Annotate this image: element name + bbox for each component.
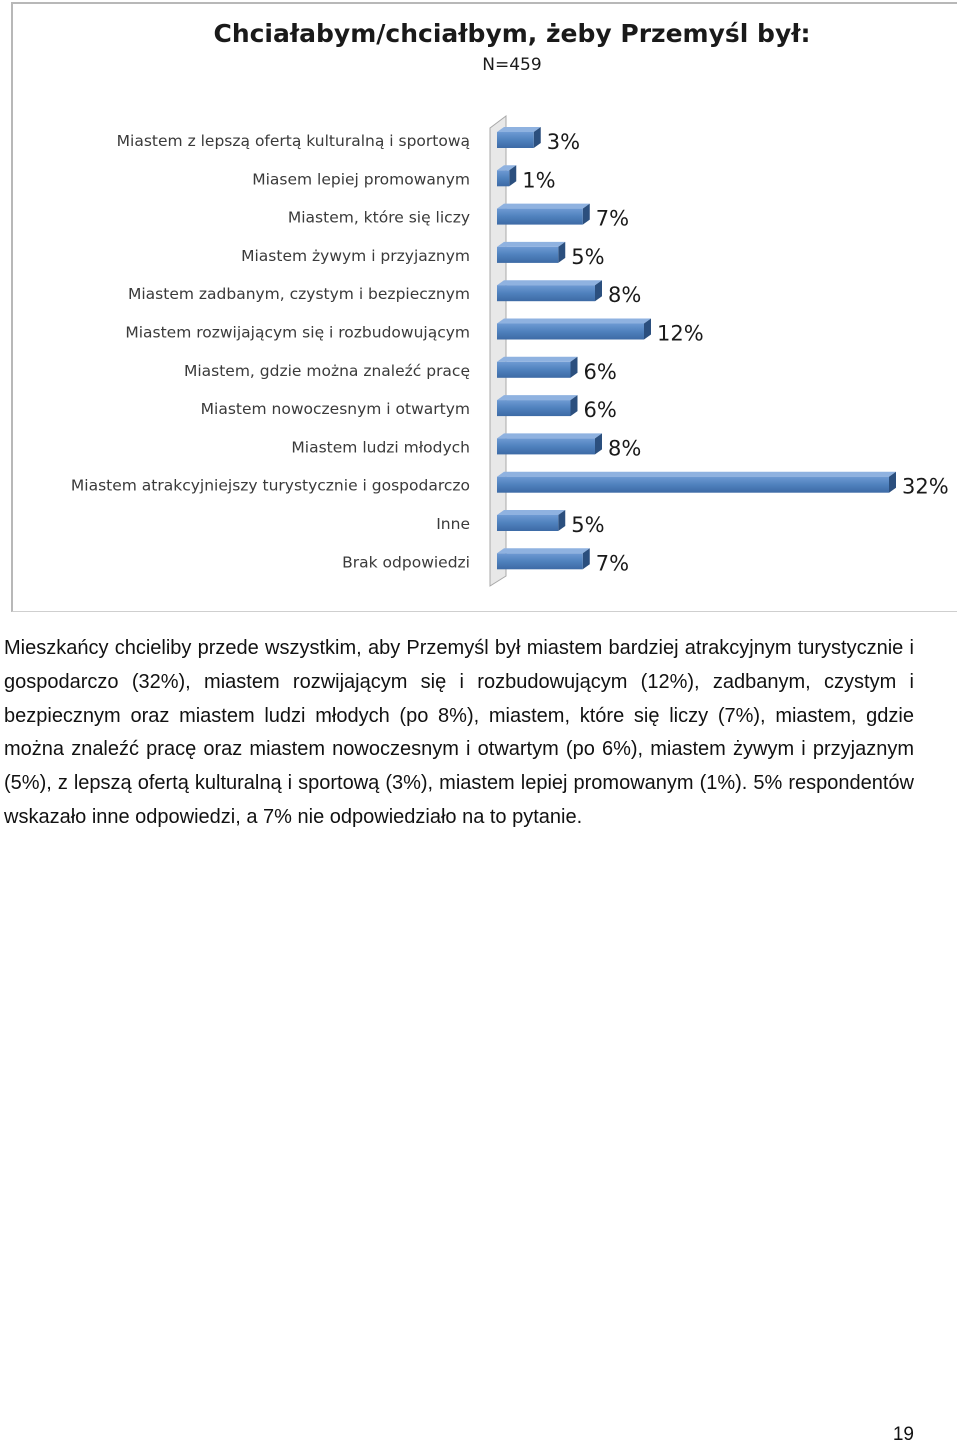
bar bbox=[497, 170, 509, 186]
category-label: Miastem nowoczesnym i otwartym bbox=[200, 400, 470, 419]
category-label: Miastem, które się liczy bbox=[287, 208, 470, 227]
bar-group bbox=[71, 472, 949, 499]
bar-group bbox=[125, 319, 703, 346]
category-label: Miastem z lepszą ofertą kulturalną i sportową bbox=[116, 132, 470, 150]
value-label: 12% bbox=[657, 321, 704, 346]
category-label: Brak odpowiedzi bbox=[342, 553, 470, 572]
bar bbox=[497, 285, 595, 301]
bar bbox=[497, 362, 571, 378]
bar bbox=[497, 553, 583, 569]
bar-top-face bbox=[497, 472, 896, 477]
bar-group bbox=[117, 127, 580, 154]
bar-group bbox=[201, 395, 617, 422]
bar bbox=[497, 477, 889, 493]
value-label: 5% bbox=[571, 513, 605, 537]
value-label: 32% bbox=[902, 474, 949, 499]
bar-top-face bbox=[497, 510, 565, 515]
value-label: 7% bbox=[595, 551, 630, 576]
bar bbox=[497, 438, 595, 454]
value-label: 6% bbox=[583, 359, 617, 384]
bar bbox=[497, 132, 534, 148]
value-label: 3% bbox=[546, 130, 581, 154]
body-paragraph: Mieszkańcy chcieliby przede wszystkim, aby Przemyśl był miastem bardziej atrakcyjnym turystycznie i gospodarczo (32%), miastem rozwijającym się i rozbudowującym (12%), zadbanym, czystym i bezpiecznym oraz miastem ludzi młodych (po 8%), miastem, które się liczy (7%), miastem, gdzie można znaleźć pracę oraz miastem nowoczesnym i otwartym (po 6%), miastem żywym i przyjaznym (5%), z lepszą ofertą kulturalną i sportową (3%), miastem lepiej promowanym (1%). 5% respondentów wskazało inne odpowiedzi, a 7% nie odpowiedziało na to pytanie. bbox=[4, 637, 914, 828]
bar bbox=[497, 209, 583, 225]
value-label: 7% bbox=[595, 206, 630, 231]
bar-top-face bbox=[497, 548, 590, 553]
page-number: 19 bbox=[892, 1424, 914, 1445]
bar-top-face bbox=[497, 242, 565, 247]
bar-top-face bbox=[497, 204, 590, 209]
bar-top-face bbox=[497, 357, 578, 362]
value-label: 8% bbox=[608, 436, 642, 461]
bar-top-face bbox=[497, 433, 602, 438]
category-label: Miastem, gdzie można znaleźć pracę bbox=[183, 361, 470, 380]
bar-top-face bbox=[497, 395, 578, 400]
category-label: Miastem atrakcyjniejszy turystycznie i gospodarczo bbox=[70, 476, 470, 495]
bar-group bbox=[342, 548, 629, 575]
bar-group bbox=[291, 433, 641, 460]
bar bbox=[497, 324, 644, 340]
value-label: 8% bbox=[608, 283, 642, 308]
category-label: Miastem żywym i przyjaznym bbox=[241, 246, 470, 265]
bar-group bbox=[288, 204, 629, 231]
bar bbox=[497, 400, 571, 416]
bar-top-face bbox=[497, 280, 602, 285]
bar-chart bbox=[0, 0, 960, 612]
bar bbox=[497, 247, 558, 263]
category-label: Miastem zadbanym, czystym i bezpiecznym bbox=[127, 285, 470, 304]
bar-group bbox=[436, 510, 604, 537]
value-label: 6% bbox=[583, 398, 617, 423]
chart-subtitle: N=459 bbox=[482, 55, 542, 75]
bar-top-face bbox=[497, 127, 541, 132]
bar bbox=[497, 515, 558, 531]
value-label: 1% bbox=[522, 168, 556, 193]
bar-group bbox=[241, 242, 604, 269]
category-label: Miastem rozwijającym się i rozbudowującym bbox=[125, 323, 470, 342]
bar-group bbox=[184, 357, 617, 384]
bar-top-face bbox=[497, 319, 651, 324]
value-label: 5% bbox=[571, 244, 605, 269]
category-label: Inne bbox=[436, 515, 470, 533]
category-label: Miasem lepiej promowanym bbox=[252, 170, 470, 189]
bar-group bbox=[128, 280, 641, 307]
category-label: Miastem ludzi młodych bbox=[291, 438, 470, 457]
chart-title: Chciałabym/chciałbym, żeby Przemyśl był: bbox=[213, 19, 811, 48]
bar-group bbox=[252, 165, 555, 192]
